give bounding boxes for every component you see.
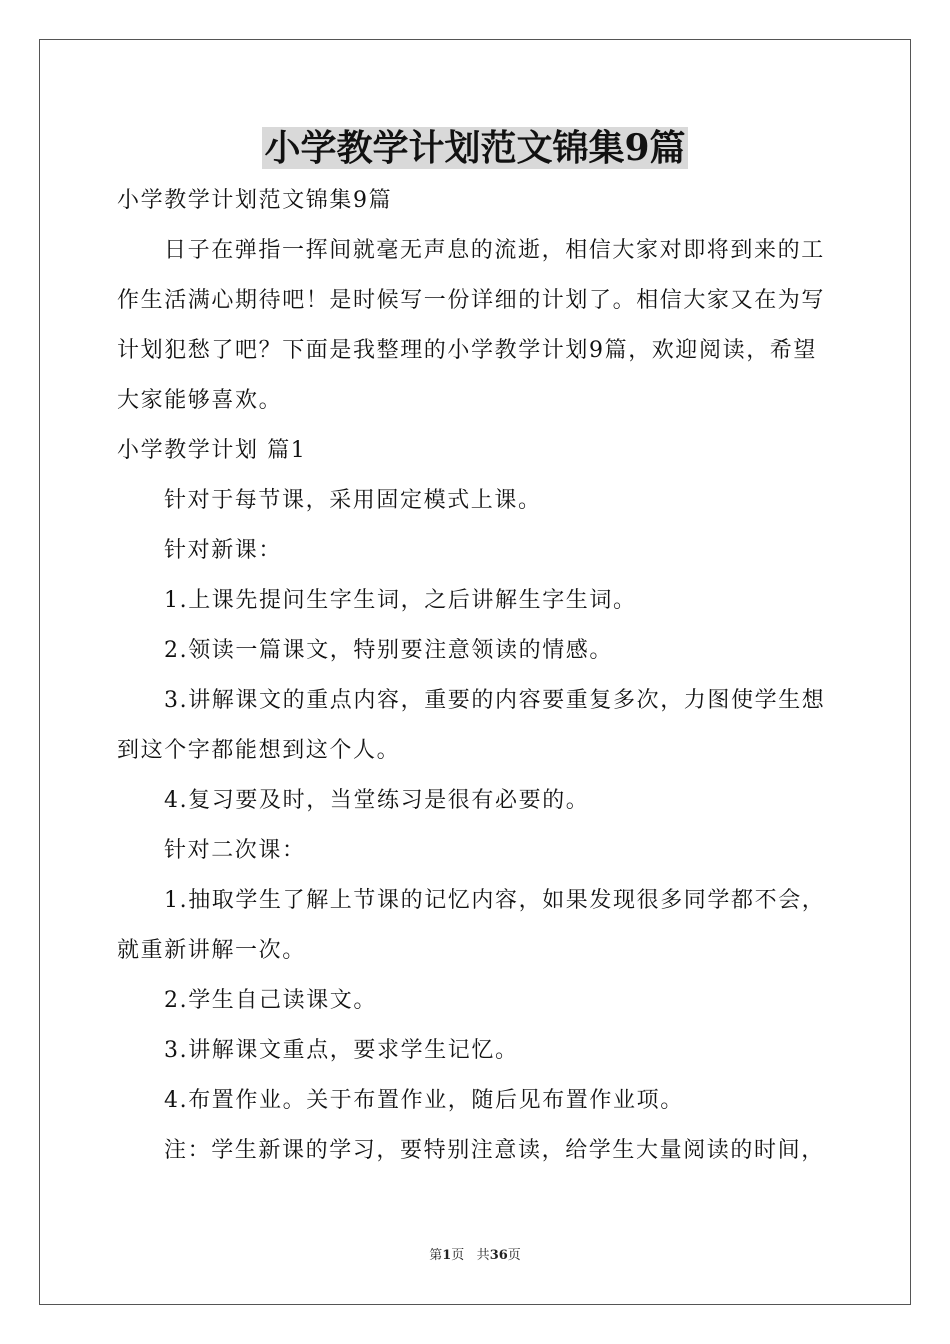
list-item: 4.复习要及时，当堂练习是很有必要的。 [164,788,590,813]
document-title [0,122,950,174]
total-suffix: 页 [507,1248,521,1263]
page-prefix: 第 [429,1248,443,1263]
list-item: 3.讲解课文的重点内容，重要的内容要重复多次，力图使学生想到这个字都能想到这个人。 [117,688,826,763]
list-item: 1.抽取学生了解上节课的记忆内容，如果发现很多同学都不会，就重新讲解一次。 [117,888,826,963]
list-item: 4.布置作业。关于布置作业，随后见布置作业项。 [164,1088,684,1113]
list-item: 1.上课先提问生字生词，之后讲解生字生词。 [164,588,637,613]
list-item: 2.领读一篇课文，特别要注意领读的情感。 [164,638,613,663]
page-footer [0,1247,950,1265]
subtitle-line: 小学教学计划范文锦集9篇 [117,188,393,213]
page-number: 1 [442,1248,452,1263]
list-item: 3.讲解课文重点，要求学生记忆。 [164,1038,519,1063]
paragraph: 针对于每节课，采用固定模式上课。 [164,488,542,513]
document-body [117,176,837,1176]
list-item: 2.学生自己读课文。 [164,988,377,1013]
paragraph: 针对新课： [164,538,283,563]
page-suffix: 页 [451,1248,465,1263]
total-pages: 36 [489,1248,508,1263]
section-heading: 小学教学计划 篇1 [117,438,307,463]
paragraph: 针对二次课： [164,838,306,863]
document-title-text: 小学教学计划范文锦集9篇 [264,127,686,169]
intro-paragraph: 日子在弹指一挥间就毫无声息的流逝，相信大家对即将到来的工作生活满心期待吧！是时候写一份详细的计划了。相信大家又在为写计划犯愁了吧？下面是我整理的小学教学计划9篇，欢迎阅读，希望大家能够喜欢。 [117,238,826,413]
note-paragraph: 注：学生新课的学习，要特别注意读，给学生大量阅读的时间， [164,1138,825,1163]
total-prefix: 共 [476,1248,490,1263]
